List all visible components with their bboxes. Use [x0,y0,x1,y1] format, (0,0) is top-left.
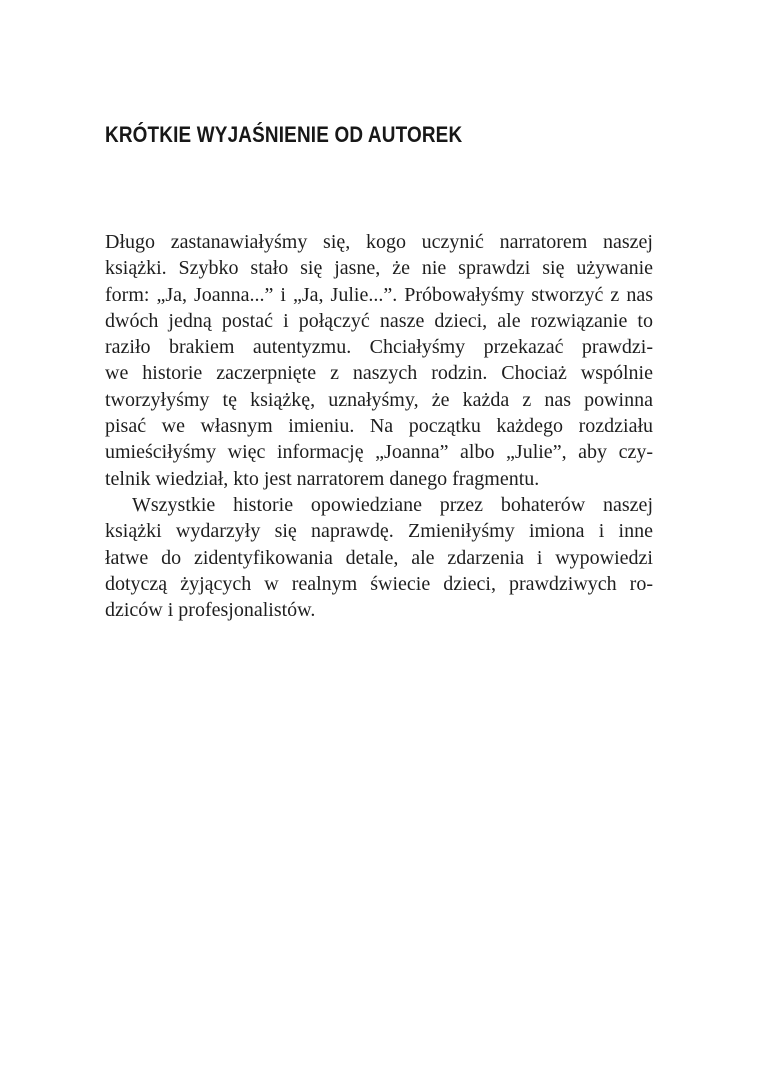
paragraph [105,229,653,492]
paragraph [105,492,653,623]
text-line: pisać we własnym imieniu. Na początku każdego rozdziału [105,415,653,438]
text-line: umieściłyśmy więc informację „Joanna” albo „Julie”, aby czy- [105,441,653,464]
text-line: książki. Szybko stało się jasne, że nie sprawdzi się używanie [105,257,653,280]
text-line: raziło brakiem autentyzmu. Chciałyśmy przekazać prawdzi- [105,336,653,359]
text-line: książki wydarzyły się naprawdę. Zmieniłyśmy imiona i inne [105,520,653,543]
text-line: Wszystkie historie opowiedziane przez bohaterów naszej [132,493,653,516]
text-line: Długo zastanawiałyśmy się, kogo uczynić narratorem naszej [105,231,653,253]
text-line: dotyczą żyjących w realnym świecie dzieci, prawdziwych ro- [105,572,653,595]
text-line: form: „Ja, Joanna...” i „Ja, Julie...”. Próbowałyśmy stworzyć z nas [105,283,653,306]
text-line: dwóch jedną postać i połączyć nasze dzieci, ale rozwiązanie to [105,309,653,332]
chapter-heading: KRÓTKIE WYJAŚNIENIE OD AUTOREK [105,122,463,147]
body-text [105,229,653,623]
text-line: telnik wiedział, kto jest narratorem danego fragmentu. [105,467,540,490]
text-line: tworzyłyśmy tę książkę, uznałyśmy, że każda z nas powinna [105,388,653,411]
text-line: dziców i profesjonalistów. [105,599,316,622]
text-line: we historie zaczerpnięte z naszych rodzin. Chociaż wspólnie [105,362,653,385]
text-line: łatwe do zidentyfikowania detale, ale zdarzenia i wypowiedzi [105,546,653,569]
